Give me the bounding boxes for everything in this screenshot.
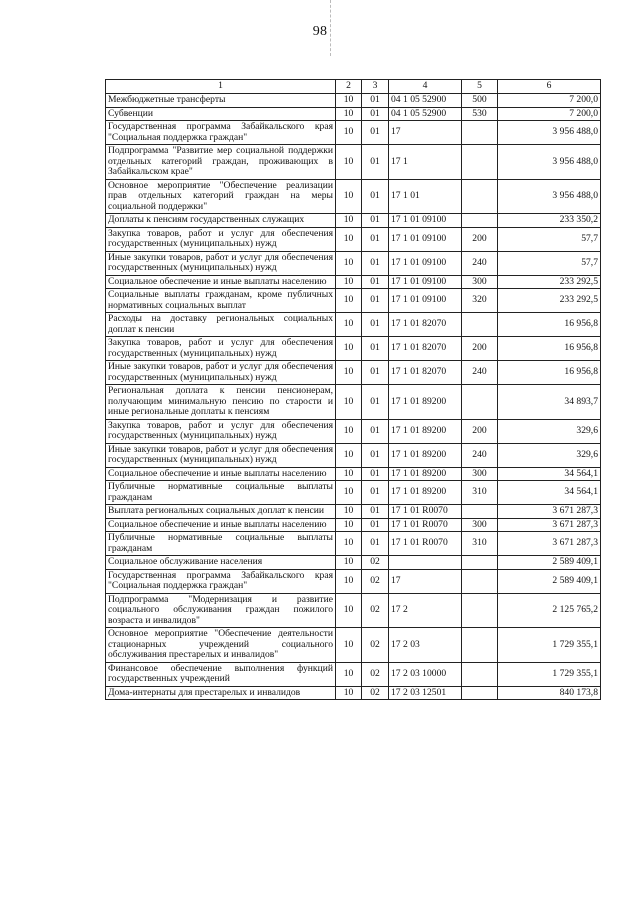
table-body bbox=[106, 94, 601, 700]
row-amount-cell: 7 200,0 bbox=[498, 107, 601, 121]
row-amount-cell: 233 350,2 bbox=[498, 214, 601, 228]
table-row bbox=[106, 337, 601, 361]
table-row bbox=[106, 467, 601, 481]
row-amount-cell: 34 564,1 bbox=[498, 481, 601, 505]
row-name-cell: Закупка товаров, работ и услуг для обеспечения государственных (муниципальных) нужд bbox=[106, 419, 336, 443]
row-section-cell: 10 bbox=[336, 337, 362, 361]
row-name-cell: Основное мероприятие "Обеспечение реализации прав отдельных категорий граждан на меры социальной поддержки" bbox=[106, 179, 336, 214]
header-col-4: 4 bbox=[389, 80, 462, 94]
row-section-cell: 10 bbox=[336, 518, 362, 532]
row-subsection-cell: 01 bbox=[362, 518, 389, 532]
row-section-cell: 10 bbox=[336, 361, 362, 385]
row-name-cell: Закупка товаров, работ и услуг для обеспечения государственных (муниципальных) нужд bbox=[106, 227, 336, 251]
row-name-cell: Социальное обеспечение и иные выплаты населению bbox=[106, 467, 336, 481]
row-target-article-cell: 17 1 01 89200 bbox=[389, 385, 462, 420]
table-row bbox=[106, 518, 601, 532]
header-col-1: 1 bbox=[106, 80, 336, 94]
row-target-article-cell: 17 1 01 09100 bbox=[389, 251, 462, 275]
row-expense-type-cell: 320 bbox=[462, 289, 498, 313]
row-expense-type-cell bbox=[462, 662, 498, 686]
row-name-cell: Основное мероприятие "Обеспечение деятельности стационарных учреждений социального обслуживания престарелых и инвалидов" bbox=[106, 628, 336, 663]
row-expense-type-cell: 240 bbox=[462, 443, 498, 467]
row-section-cell: 10 bbox=[336, 593, 362, 628]
row-target-article-cell: 17 1 bbox=[389, 145, 462, 180]
row-name-cell: Закупка товаров, работ и услуг для обеспечения государственных (муниципальных) нужд bbox=[106, 337, 336, 361]
table-row bbox=[106, 121, 601, 145]
row-target-article-cell: 17 1 01 89200 bbox=[389, 443, 462, 467]
table-row bbox=[106, 289, 601, 313]
row-target-article-cell: 17 2 03 12501 bbox=[389, 686, 462, 700]
row-name-cell: Иные закупки товаров, работ и услуг для обеспечения государственных (муниципальных) нужд bbox=[106, 251, 336, 275]
table-header-row bbox=[106, 80, 601, 94]
row-target-article-cell: 17 bbox=[389, 569, 462, 593]
row-amount-cell: 329,6 bbox=[498, 443, 601, 467]
table-row bbox=[106, 275, 601, 289]
row-subsection-cell: 01 bbox=[362, 481, 389, 505]
row-expense-type-cell: 310 bbox=[462, 481, 498, 505]
row-amount-cell: 2 589 409,1 bbox=[498, 569, 601, 593]
row-amount-cell: 16 956,8 bbox=[498, 337, 601, 361]
row-section-cell: 10 bbox=[336, 275, 362, 289]
table-row bbox=[106, 214, 601, 228]
row-subsection-cell: 01 bbox=[362, 94, 389, 108]
row-amount-cell: 34 564,1 bbox=[498, 467, 601, 481]
row-section-cell: 10 bbox=[336, 107, 362, 121]
row-expense-type-cell bbox=[462, 121, 498, 145]
row-target-article-cell: 17 1 01 89200 bbox=[389, 419, 462, 443]
row-target-article-cell: 17 1 01 R0070 bbox=[389, 532, 462, 556]
row-expense-type-cell: 300 bbox=[462, 467, 498, 481]
row-amount-cell: 3 956 488,0 bbox=[498, 121, 601, 145]
row-amount-cell: 233 292,5 bbox=[498, 275, 601, 289]
table-row bbox=[106, 227, 601, 251]
row-section-cell: 10 bbox=[336, 467, 362, 481]
row-subsection-cell: 02 bbox=[362, 556, 389, 570]
table-row bbox=[106, 569, 601, 593]
row-section-cell: 10 bbox=[336, 686, 362, 700]
row-section-cell: 10 bbox=[336, 532, 362, 556]
row-expense-type-cell bbox=[462, 179, 498, 214]
row-expense-type-cell bbox=[462, 145, 498, 180]
row-name-cell: Иные закупки товаров, работ и услуг для обеспечения государственных (муниципальных) нужд bbox=[106, 443, 336, 467]
table-row bbox=[106, 94, 601, 108]
header-col-5: 5 bbox=[462, 80, 498, 94]
row-subsection-cell: 01 bbox=[362, 251, 389, 275]
row-amount-cell: 3 956 488,0 bbox=[498, 145, 601, 180]
row-name-cell: Выплата региональных социальных доплат к пенсии bbox=[106, 505, 336, 519]
row-name-cell: Публичные нормативные социальные выплаты гражданам bbox=[106, 532, 336, 556]
table-row bbox=[106, 443, 601, 467]
row-subsection-cell: 01 bbox=[362, 443, 389, 467]
row-subsection-cell: 01 bbox=[362, 337, 389, 361]
table-row bbox=[106, 145, 601, 180]
row-expense-type-cell bbox=[462, 214, 498, 228]
row-expense-type-cell bbox=[462, 385, 498, 420]
row-amount-cell: 3 671 287,3 bbox=[498, 532, 601, 556]
row-target-article-cell: 17 1 01 bbox=[389, 179, 462, 214]
row-expense-type-cell: 300 bbox=[462, 275, 498, 289]
row-subsection-cell: 01 bbox=[362, 179, 389, 214]
row-subsection-cell: 02 bbox=[362, 662, 389, 686]
row-subsection-cell: 01 bbox=[362, 289, 389, 313]
row-subsection-cell: 01 bbox=[362, 361, 389, 385]
row-section-cell: 10 bbox=[336, 214, 362, 228]
table-row bbox=[106, 361, 601, 385]
table-row bbox=[106, 556, 601, 570]
row-target-article-cell: 17 1 01 89200 bbox=[389, 467, 462, 481]
row-section-cell: 10 bbox=[336, 121, 362, 145]
row-expense-type-cell: 240 bbox=[462, 361, 498, 385]
row-name-cell: Субвенции bbox=[106, 107, 336, 121]
table-row bbox=[106, 481, 601, 505]
row-section-cell: 10 bbox=[336, 628, 362, 663]
row-expense-type-cell: 530 bbox=[462, 107, 498, 121]
row-name-cell: Расходы на доставку региональных социальных доплат к пенсии bbox=[106, 313, 336, 337]
row-section-cell: 10 bbox=[336, 94, 362, 108]
row-subsection-cell: 01 bbox=[362, 419, 389, 443]
row-expense-type-cell: 300 bbox=[462, 518, 498, 532]
row-amount-cell: 3 671 287,3 bbox=[498, 518, 601, 532]
table-row bbox=[106, 686, 601, 700]
row-amount-cell: 57,7 bbox=[498, 227, 601, 251]
row-name-cell: Социальное обеспечение и иные выплаты населению bbox=[106, 518, 336, 532]
row-amount-cell: 3 671 287,3 bbox=[498, 505, 601, 519]
row-amount-cell: 840 173,8 bbox=[498, 686, 601, 700]
row-section-cell: 10 bbox=[336, 419, 362, 443]
table-row bbox=[106, 179, 601, 214]
table-row bbox=[106, 107, 601, 121]
row-subsection-cell: 02 bbox=[362, 569, 389, 593]
table-row bbox=[106, 251, 601, 275]
row-amount-cell: 3 956 488,0 bbox=[498, 179, 601, 214]
row-target-article-cell: 17 2 03 bbox=[389, 628, 462, 663]
row-name-cell: Межбюджетные трансферты bbox=[106, 94, 336, 108]
row-expense-type-cell: 200 bbox=[462, 227, 498, 251]
row-target-article-cell: 17 1 01 09100 bbox=[389, 289, 462, 313]
header-col-2: 2 bbox=[336, 80, 362, 94]
row-expense-type-cell bbox=[462, 686, 498, 700]
row-target-article-cell: 17 2 03 10000 bbox=[389, 662, 462, 686]
row-section-cell: 10 bbox=[336, 505, 362, 519]
row-section-cell: 10 bbox=[336, 179, 362, 214]
row-target-article-cell: 17 1 01 09100 bbox=[389, 214, 462, 228]
table-row bbox=[106, 419, 601, 443]
row-name-cell: Подпрограмма "Модернизация и развитие социального обслуживания граждан пожилого возраста и инвалидов" bbox=[106, 593, 336, 628]
table-row bbox=[106, 505, 601, 519]
row-target-article-cell: 17 bbox=[389, 121, 462, 145]
row-name-cell: Финансовое обеспечение выполнения функций государственных учреждений bbox=[106, 662, 336, 686]
row-amount-cell: 57,7 bbox=[498, 251, 601, 275]
row-expense-type-cell bbox=[462, 505, 498, 519]
row-section-cell: 10 bbox=[336, 313, 362, 337]
row-subsection-cell: 01 bbox=[362, 313, 389, 337]
row-amount-cell: 34 893,7 bbox=[498, 385, 601, 420]
row-subsection-cell: 01 bbox=[362, 275, 389, 289]
row-expense-type-cell bbox=[462, 313, 498, 337]
row-subsection-cell: 01 bbox=[362, 121, 389, 145]
row-amount-cell: 329,6 bbox=[498, 419, 601, 443]
budget-table bbox=[105, 79, 601, 700]
row-subsection-cell: 02 bbox=[362, 628, 389, 663]
row-expense-type-cell bbox=[462, 556, 498, 570]
row-section-cell: 10 bbox=[336, 385, 362, 420]
row-target-article-cell: 17 1 01 89200 bbox=[389, 481, 462, 505]
row-subsection-cell: 01 bbox=[362, 385, 389, 420]
row-target-article-cell: 17 1 01 R0070 bbox=[389, 518, 462, 532]
row-name-cell: Государственная программа Забайкальского края "Социальная поддержка граждан" bbox=[106, 121, 336, 145]
row-subsection-cell: 01 bbox=[362, 214, 389, 228]
row-expense-type-cell: 500 bbox=[462, 94, 498, 108]
row-subsection-cell: 01 bbox=[362, 532, 389, 556]
row-expense-type-cell: 200 bbox=[462, 337, 498, 361]
row-name-cell: Публичные нормативные социальные выплаты гражданам bbox=[106, 481, 336, 505]
table-row bbox=[106, 532, 601, 556]
row-target-article-cell: 17 1 01 09100 bbox=[389, 227, 462, 251]
row-subsection-cell: 01 bbox=[362, 505, 389, 519]
table-row bbox=[106, 593, 601, 628]
row-section-cell: 10 bbox=[336, 662, 362, 686]
row-section-cell: 10 bbox=[336, 443, 362, 467]
row-section-cell: 10 bbox=[336, 227, 362, 251]
row-name-cell: Дома-интернаты для престарелых и инвалидов bbox=[106, 686, 336, 700]
row-subsection-cell: 01 bbox=[362, 145, 389, 180]
header-col-6: 6 bbox=[498, 80, 601, 94]
row-name-cell: Иные закупки товаров, работ и услуг для обеспечения государственных (муниципальных) нужд bbox=[106, 361, 336, 385]
row-name-cell: Подпрограмма "Развитие мер социальной поддержки отдельных категорий граждан, проживающих в Забайкальском крае" bbox=[106, 145, 336, 180]
table-row bbox=[106, 628, 601, 663]
row-section-cell: 10 bbox=[336, 569, 362, 593]
page-number-text: 98 bbox=[312, 24, 328, 39]
row-expense-type-cell bbox=[462, 628, 498, 663]
row-target-article-cell bbox=[389, 556, 462, 570]
row-amount-cell: 2 125 765,2 bbox=[498, 593, 601, 628]
row-target-article-cell: 17 2 bbox=[389, 593, 462, 628]
row-subsection-cell: 02 bbox=[362, 593, 389, 628]
row-target-article-cell: 17 1 01 82070 bbox=[389, 313, 462, 337]
row-amount-cell: 2 589 409,1 bbox=[498, 556, 601, 570]
row-name-cell: Региональная доплата к пенсии пенсионерам, получающим минимальную пенсию по старости и иные региональные доплаты к пенсиям bbox=[106, 385, 336, 420]
row-section-cell: 10 bbox=[336, 145, 362, 180]
row-section-cell: 10 bbox=[336, 251, 362, 275]
row-target-article-cell: 04 1 05 52900 bbox=[389, 94, 462, 108]
table-row bbox=[106, 385, 601, 420]
table-row bbox=[106, 662, 601, 686]
row-amount-cell: 16 956,8 bbox=[498, 313, 601, 337]
header-col-3: 3 bbox=[362, 80, 389, 94]
row-expense-type-cell bbox=[462, 593, 498, 628]
row-expense-type-cell: 200 bbox=[462, 419, 498, 443]
row-target-article-cell: 17 1 01 09100 bbox=[389, 275, 462, 289]
table-row bbox=[106, 313, 601, 337]
row-expense-type-cell: 310 bbox=[462, 532, 498, 556]
row-amount-cell: 1 729 355,1 bbox=[498, 662, 601, 686]
row-section-cell: 10 bbox=[336, 289, 362, 313]
row-subsection-cell: 01 bbox=[362, 227, 389, 251]
row-subsection-cell: 01 bbox=[362, 467, 389, 481]
row-name-cell: Социальное обслуживание населения bbox=[106, 556, 336, 570]
row-section-cell: 10 bbox=[336, 481, 362, 505]
row-subsection-cell: 01 bbox=[362, 107, 389, 121]
row-target-article-cell: 17 1 01 82070 bbox=[389, 337, 462, 361]
row-expense-type-cell: 240 bbox=[462, 251, 498, 275]
row-amount-cell: 16 956,8 bbox=[498, 361, 601, 385]
row-name-cell: Доплаты к пенсиям государственных служащих bbox=[106, 214, 336, 228]
row-name-cell: Социальное обеспечение и иные выплаты населению bbox=[106, 275, 336, 289]
page-number bbox=[0, 24, 640, 40]
row-section-cell: 10 bbox=[336, 556, 362, 570]
row-amount-cell: 233 292,5 bbox=[498, 289, 601, 313]
row-target-article-cell: 04 1 05 52900 bbox=[389, 107, 462, 121]
row-subsection-cell: 02 bbox=[362, 686, 389, 700]
row-expense-type-cell bbox=[462, 569, 498, 593]
center-fold-line bbox=[330, 0, 331, 56]
row-amount-cell: 7 200,0 bbox=[498, 94, 601, 108]
row-target-article-cell: 17 1 01 82070 bbox=[389, 361, 462, 385]
row-name-cell: Социальные выплаты гражданам, кроме публичных нормативных социальных выплат bbox=[106, 289, 336, 313]
row-amount-cell: 1 729 355,1 bbox=[498, 628, 601, 663]
row-target-article-cell: 17 1 01 R0070 bbox=[389, 505, 462, 519]
row-name-cell: Государственная программа Забайкальского края "Социальная поддержка граждан" bbox=[106, 569, 336, 593]
